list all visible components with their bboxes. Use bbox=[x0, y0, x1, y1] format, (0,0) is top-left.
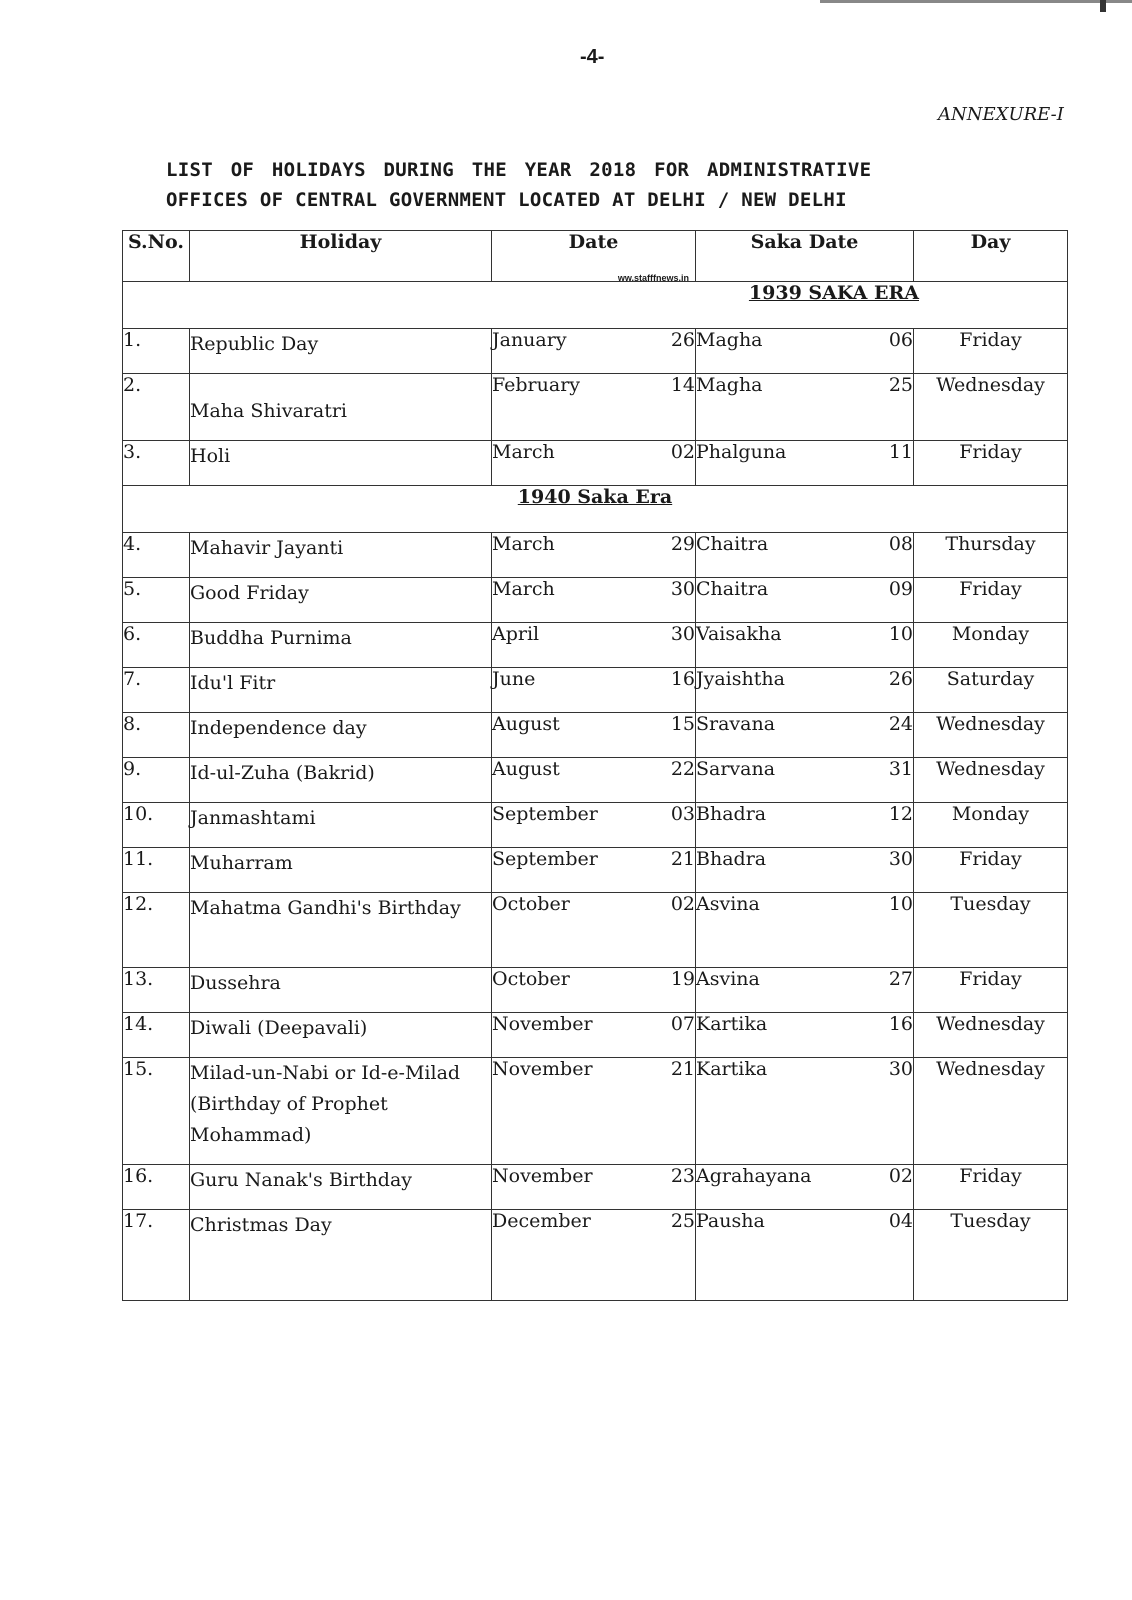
table-row bbox=[123, 668, 1068, 713]
weekday-cell bbox=[914, 803, 1068, 848]
weekday-cell bbox=[914, 578, 1068, 623]
era-label: 1940 Saka Era bbox=[517, 486, 673, 508]
saka-month: Agrahayana bbox=[696, 1165, 812, 1187]
sno-cell bbox=[123, 533, 190, 578]
holiday-cell bbox=[190, 668, 492, 713]
saka-month: Bhadra bbox=[696, 848, 767, 870]
weekday-cell bbox=[914, 713, 1068, 758]
table-row bbox=[123, 968, 1068, 1013]
holiday-cell bbox=[190, 1058, 492, 1165]
holiday-cell bbox=[190, 329, 492, 374]
scan-edge-mark bbox=[1100, 0, 1106, 12]
holiday-cell bbox=[190, 374, 492, 441]
saka-date-cell bbox=[696, 623, 914, 668]
holiday-cell bbox=[190, 533, 492, 578]
table-row bbox=[123, 713, 1068, 758]
weekday: Tuesday bbox=[950, 1210, 1031, 1232]
weekday: Friday bbox=[959, 968, 1022, 990]
weekday-cell bbox=[914, 848, 1068, 893]
weekday: Saturday bbox=[946, 668, 1035, 690]
saka-date-cell bbox=[696, 329, 914, 374]
saka-month: Chaitra bbox=[696, 578, 769, 600]
date-month: September bbox=[492, 803, 598, 825]
weekday-cell bbox=[914, 623, 1068, 668]
sno-cell bbox=[123, 1058, 190, 1165]
date-cell bbox=[492, 441, 696, 486]
date-month: June bbox=[492, 668, 536, 690]
saka-day: 30 bbox=[888, 1058, 913, 1080]
table-row bbox=[123, 623, 1068, 668]
holiday-cell bbox=[190, 441, 492, 486]
annexure-label: ANNEXURE-I bbox=[938, 104, 1064, 125]
date-month: November bbox=[492, 1013, 593, 1035]
holiday-name: Holi bbox=[190, 445, 231, 467]
saka-month: Sravana bbox=[696, 713, 776, 735]
weekday-cell bbox=[914, 1013, 1068, 1058]
holiday-cell bbox=[190, 623, 492, 668]
sno-cell bbox=[123, 758, 190, 803]
saka-date-cell bbox=[696, 968, 914, 1013]
serial-number: 13. bbox=[123, 968, 154, 990]
saka-date-cell bbox=[696, 848, 914, 893]
weekday: Wednesday bbox=[936, 758, 1045, 780]
sno-cell bbox=[123, 803, 190, 848]
saka-date-cell bbox=[696, 374, 914, 441]
document-title bbox=[166, 155, 1092, 215]
serial-number: 12. bbox=[123, 893, 154, 915]
era-label: 1939 SAKA ERA bbox=[748, 282, 919, 304]
sno-cell bbox=[123, 713, 190, 758]
date-cell bbox=[492, 1013, 696, 1058]
date-day: 07 bbox=[670, 1013, 695, 1035]
serial-number: 17. bbox=[123, 1210, 154, 1232]
date-month: August bbox=[492, 713, 560, 735]
date-cell bbox=[492, 668, 696, 713]
title-line-1: LIST OF HOLIDAYS DURING THE YEAR 2018 FOR ADMINISTRATIVE bbox=[166, 159, 872, 181]
sno-cell bbox=[123, 329, 190, 374]
weekday-cell bbox=[914, 1210, 1068, 1301]
weekday: Monday bbox=[951, 803, 1030, 825]
sno-cell bbox=[123, 1013, 190, 1058]
date-cell bbox=[492, 848, 696, 893]
saka-day: 16 bbox=[888, 1013, 913, 1035]
holiday-name: Dussehra bbox=[190, 972, 281, 994]
saka-date-cell bbox=[696, 1210, 914, 1301]
weekday: Wednesday bbox=[936, 1013, 1045, 1035]
date-day: 22 bbox=[670, 758, 695, 780]
weekday-cell bbox=[914, 374, 1068, 441]
saka-day: 25 bbox=[888, 374, 913, 396]
weekday-cell bbox=[914, 441, 1068, 486]
holiday-name: Mahatma Gandhi's Birthday bbox=[190, 897, 461, 919]
saka-date-cell bbox=[696, 533, 914, 578]
holiday-cell bbox=[190, 848, 492, 893]
holiday-cell bbox=[190, 803, 492, 848]
table-row bbox=[123, 374, 1068, 441]
date-month: March bbox=[492, 533, 555, 555]
page-number: -4- bbox=[580, 46, 605, 68]
era-cell bbox=[123, 486, 1068, 533]
date-month: January bbox=[492, 329, 567, 351]
saka-date-cell bbox=[696, 441, 914, 486]
holiday-cell bbox=[190, 1013, 492, 1058]
date-month: September bbox=[492, 848, 598, 870]
holiday-cell bbox=[190, 713, 492, 758]
table-row bbox=[123, 578, 1068, 623]
date-day: 19 bbox=[670, 968, 695, 990]
saka-date-cell bbox=[696, 713, 914, 758]
saka-day: 26 bbox=[888, 668, 913, 690]
header-date bbox=[492, 231, 696, 282]
date-day: 23 bbox=[670, 1165, 695, 1187]
table-row bbox=[123, 1013, 1068, 1058]
title-line-2: OFFICES OF CENTRAL GOVERNMENT LOCATED AT DELHI / NEW DELHI bbox=[166, 189, 847, 211]
date-day: 02 bbox=[670, 893, 695, 915]
sno-cell bbox=[123, 441, 190, 486]
date-month: April bbox=[492, 623, 540, 645]
saka-day: 27 bbox=[888, 968, 913, 990]
weekday-cell bbox=[914, 893, 1068, 968]
holiday-cell bbox=[190, 1165, 492, 1210]
holiday-name: Buddha Purnima bbox=[190, 627, 352, 649]
header-row bbox=[123, 231, 1068, 282]
table-row bbox=[123, 533, 1068, 578]
serial-number: 3. bbox=[123, 441, 142, 463]
saka-day: 06 bbox=[888, 329, 913, 351]
saka-month: Pausha bbox=[696, 1210, 765, 1232]
date-day: 30 bbox=[670, 623, 695, 645]
serial-number: 15. bbox=[123, 1058, 154, 1080]
weekday: Friday bbox=[959, 848, 1022, 870]
saka-month: Magha bbox=[696, 374, 763, 396]
weekday: Friday bbox=[959, 1165, 1022, 1187]
table-row bbox=[123, 329, 1068, 374]
holiday-table bbox=[122, 230, 1068, 1301]
saka-day: 10 bbox=[888, 893, 913, 915]
saka-month: Kartika bbox=[696, 1058, 768, 1080]
saka-date-cell bbox=[696, 893, 914, 968]
holiday-cell bbox=[190, 968, 492, 1013]
table-row bbox=[123, 803, 1068, 848]
saka-month: Jyaishtha bbox=[696, 668, 785, 690]
table-body bbox=[123, 282, 1068, 1301]
saka-month: Asvina bbox=[696, 893, 760, 915]
weekday: Friday bbox=[959, 329, 1022, 351]
sno-cell bbox=[123, 578, 190, 623]
date-day: 02 bbox=[670, 441, 695, 463]
weekday: Wednesday bbox=[936, 1058, 1045, 1080]
saka-date-cell bbox=[696, 803, 914, 848]
serial-number: 5. bbox=[123, 578, 142, 600]
table-row bbox=[123, 1165, 1068, 1210]
weekday-cell bbox=[914, 329, 1068, 374]
date-day: 30 bbox=[670, 578, 695, 600]
date-month: November bbox=[492, 1165, 593, 1187]
era-cell bbox=[123, 282, 1068, 329]
saka-month: Vaisakha bbox=[696, 623, 782, 645]
saka-day: 04 bbox=[888, 1210, 913, 1232]
date-month: August bbox=[492, 758, 560, 780]
watermark: ww.stafffnews.in bbox=[617, 273, 689, 283]
date-cell bbox=[492, 1210, 696, 1301]
header-date-label: Date bbox=[568, 231, 619, 253]
saka-day: 30 bbox=[888, 848, 913, 870]
sno-cell bbox=[123, 968, 190, 1013]
saka-month: Kartika bbox=[696, 1013, 768, 1035]
date-month: November bbox=[492, 1058, 593, 1080]
saka-date-cell bbox=[696, 668, 914, 713]
sno-cell bbox=[123, 374, 190, 441]
date-cell bbox=[492, 578, 696, 623]
date-month: March bbox=[492, 578, 555, 600]
weekday-cell bbox=[914, 758, 1068, 803]
holiday-cell bbox=[190, 893, 492, 968]
date-month: October bbox=[492, 968, 570, 990]
serial-number: 6. bbox=[123, 623, 142, 645]
holiday-name: Idu'l Fitr bbox=[190, 672, 276, 694]
saka-month: Chaitra bbox=[696, 533, 769, 555]
saka-date-cell bbox=[696, 1013, 914, 1058]
holiday-name: Janmashtami bbox=[190, 807, 316, 829]
weekday: Wednesday bbox=[936, 713, 1045, 735]
date-day: 21 bbox=[670, 848, 695, 870]
saka-day: 02 bbox=[888, 1165, 913, 1187]
serial-number: 8. bbox=[123, 713, 142, 735]
date-day: 15 bbox=[670, 713, 695, 735]
saka-month: Asvina bbox=[696, 968, 760, 990]
holiday-name: Republic Day bbox=[190, 333, 319, 355]
serial-number: 10. bbox=[123, 803, 154, 825]
date-cell bbox=[492, 968, 696, 1013]
saka-day: 11 bbox=[888, 441, 913, 463]
weekday-cell bbox=[914, 968, 1068, 1013]
weekday-cell bbox=[914, 668, 1068, 713]
header-holiday: Holiday bbox=[190, 231, 492, 282]
header-day: Day bbox=[914, 231, 1068, 282]
saka-month: Bhadra bbox=[696, 803, 767, 825]
holiday-name: Independence day bbox=[190, 717, 367, 739]
date-day: 16 bbox=[670, 668, 695, 690]
table-row bbox=[123, 893, 1068, 968]
serial-number: 14. bbox=[123, 1013, 154, 1035]
table-row bbox=[123, 441, 1068, 486]
serial-number: 7. bbox=[123, 668, 142, 690]
date-day: 26 bbox=[670, 329, 695, 351]
saka-date-cell bbox=[696, 758, 914, 803]
weekday-cell bbox=[914, 533, 1068, 578]
date-month: December bbox=[492, 1210, 591, 1232]
date-cell bbox=[492, 1165, 696, 1210]
table-row bbox=[123, 1058, 1068, 1165]
date-cell bbox=[492, 803, 696, 848]
scan-edge-line bbox=[820, 0, 1132, 3]
table-row bbox=[123, 1210, 1068, 1301]
date-cell bbox=[492, 623, 696, 668]
weekday: Monday bbox=[951, 623, 1030, 645]
weekday: Tuesday bbox=[950, 893, 1031, 915]
date-cell bbox=[492, 758, 696, 803]
saka-date-cell bbox=[696, 1058, 914, 1165]
date-cell bbox=[492, 374, 696, 441]
weekday-cell bbox=[914, 1058, 1068, 1165]
date-day: 21 bbox=[670, 1058, 695, 1080]
serial-number: 4. bbox=[123, 533, 142, 555]
saka-month: Sarvana bbox=[696, 758, 776, 780]
era-row bbox=[123, 282, 1068, 329]
saka-day: 10 bbox=[888, 623, 913, 645]
holiday-cell bbox=[190, 758, 492, 803]
date-cell bbox=[492, 329, 696, 374]
saka-day: 24 bbox=[888, 713, 913, 735]
date-day: 25 bbox=[670, 1210, 695, 1232]
date-cell bbox=[492, 893, 696, 968]
sno-cell bbox=[123, 848, 190, 893]
date-cell bbox=[492, 533, 696, 578]
sno-cell bbox=[123, 668, 190, 713]
holiday-name: Diwali (Deepavali) bbox=[190, 1017, 368, 1039]
date-cell bbox=[492, 1058, 696, 1165]
saka-date-cell bbox=[696, 1165, 914, 1210]
saka-day: 12 bbox=[888, 803, 913, 825]
saka-day: 09 bbox=[888, 578, 913, 600]
date-day: 03 bbox=[670, 803, 695, 825]
holiday-name: Milad-un-Nabi or Id-e-Milad (Birthday of Prophet Mohammad) bbox=[190, 1062, 461, 1146]
holiday-cell bbox=[190, 1210, 492, 1301]
date-month: February bbox=[492, 374, 581, 396]
weekday: Friday bbox=[959, 441, 1022, 463]
serial-number: 2. bbox=[123, 374, 142, 396]
weekday: Wednesday bbox=[936, 374, 1045, 396]
holiday-name: Christmas Day bbox=[190, 1214, 332, 1236]
date-month: October bbox=[492, 893, 570, 915]
serial-number: 11. bbox=[123, 848, 154, 870]
date-day: 29 bbox=[670, 533, 695, 555]
holiday-name: Muharram bbox=[190, 852, 293, 874]
holiday-name: Mahavir Jayanti bbox=[190, 537, 344, 559]
weekday: Friday bbox=[959, 578, 1022, 600]
saka-month: Phalguna bbox=[696, 441, 787, 463]
holiday-cell bbox=[190, 578, 492, 623]
holiday-name: Id-ul-Zuha (Bakrid) bbox=[190, 762, 375, 784]
sno-cell bbox=[123, 623, 190, 668]
sno-cell bbox=[123, 893, 190, 968]
weekday-cell bbox=[914, 1165, 1068, 1210]
saka-day: 31 bbox=[888, 758, 913, 780]
sno-cell bbox=[123, 1210, 190, 1301]
holiday-name: Maha Shivaratri bbox=[190, 400, 347, 422]
header-sno: S.No. bbox=[123, 231, 190, 282]
saka-date-cell bbox=[696, 578, 914, 623]
table-row bbox=[123, 758, 1068, 803]
saka-day: 08 bbox=[888, 533, 913, 555]
sno-cell bbox=[123, 1165, 190, 1210]
date-day: 14 bbox=[670, 374, 695, 396]
era-row bbox=[123, 486, 1068, 533]
date-cell bbox=[492, 713, 696, 758]
weekday: Thursday bbox=[945, 533, 1036, 555]
holiday-name: Good Friday bbox=[190, 582, 309, 604]
table-row bbox=[123, 848, 1068, 893]
serial-number: 9. bbox=[123, 758, 142, 780]
date-month: March bbox=[492, 441, 555, 463]
serial-number: 1. bbox=[123, 329, 142, 351]
holiday-name: Guru Nanak's Birthday bbox=[190, 1169, 413, 1191]
serial-number: 16. bbox=[123, 1165, 154, 1187]
header-saka-date: Saka Date bbox=[696, 231, 914, 282]
saka-month: Magha bbox=[696, 329, 763, 351]
